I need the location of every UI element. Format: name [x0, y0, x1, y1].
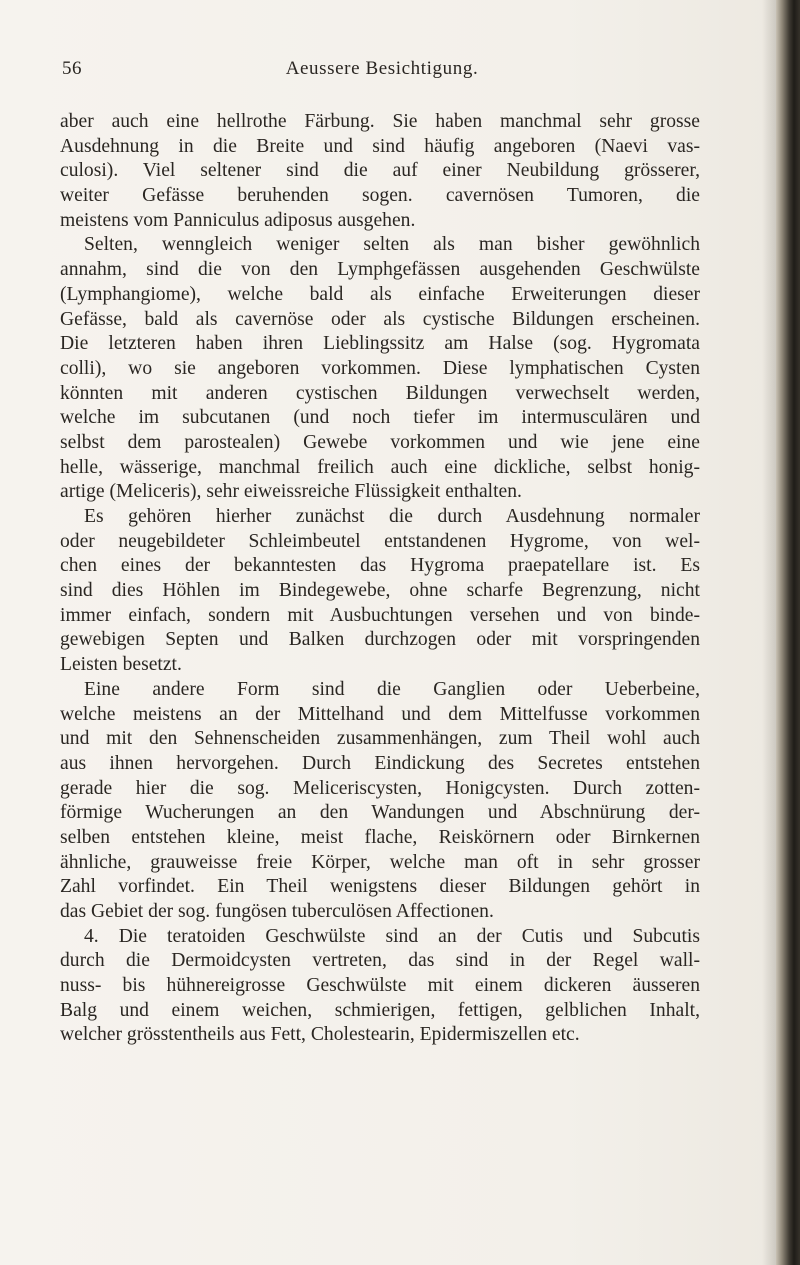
- text-line: Ausdehnung in die Breite und sind häufig angeboren (Naevi vas-: [60, 135, 700, 157]
- text-line: nuss- bis hühnereigrosse Geschwülste mit einem dickeren äusseren: [60, 975, 700, 997]
- page-number: 56: [62, 58, 82, 79]
- text-line: ähnliche, grauweisse freie Körper, welche man oft in sehr grosser: [60, 851, 700, 873]
- text-line: welche meistens an der Mittelhand und dem Mittelfusse vorkommen: [60, 703, 700, 725]
- text-line: förmige Wucherungen an den Wandungen und Abschnürung der-: [60, 802, 700, 824]
- text-line: könnten mit anderen cystischen Bildungen verwechselt werden,: [60, 382, 700, 404]
- gutter-shadow: [762, 0, 776, 1265]
- text-line: colli), wo sie angeboren vorkommen. Diese lymphatischen Cysten: [60, 357, 700, 379]
- text-line: gerade hier die sog. Meliceriscysten, Honigcysten. Durch zotten-: [60, 777, 700, 799]
- text-line: Es gehören hierher zunächst die durch Ausdehnung normaler: [84, 506, 700, 527]
- text-line: 4. Die teratoiden Geschwülste sind an der Cutis und Subcutis: [84, 925, 700, 947]
- text-line: helle, wässerige, manchmal freilich auch eine dickliche, selbst honig-: [60, 456, 700, 478]
- text-line: chen eines der bekanntesten das Hygroma praepatellare ist. Es: [60, 555, 700, 577]
- text-line: selbst dem parostealen) Gewebe vorkommen und wie jene eine: [60, 431, 700, 453]
- text-line: weiter Gefässe beruhenden sogen. cavernösen Tumoren, die: [60, 185, 700, 207]
- text-line: aus ihnen hervorgehen. Durch Eindickung des Secretes entstehen: [60, 752, 700, 774]
- text-line: Selten, wenngleich weniger selten als man bisher gewöhnlich: [84, 234, 700, 256]
- body-text: [60, 110, 700, 1048]
- text-line: Eine andere Form sind die Ganglien oder Ueberbeine,: [84, 678, 700, 700]
- text-line: aber auch eine hellrothe Färbung. Sie haben manchmal sehr grosse: [60, 111, 700, 132]
- text-line: Zahl vorfindet. Ein Theil wenigstens dieser Bildungen gehört in: [60, 876, 700, 898]
- text-line: das Gebiet der sog. fungösen tuberculösen Affectionen.: [60, 901, 494, 922]
- text-line: selben entstehen kleine, meist flache, Reiskörnern oder Birnkernen: [60, 826, 700, 848]
- text-line: durch die Dermoidcysten vertreten, das sind in der Regel wall-: [60, 950, 700, 972]
- text-line: welcher grösstentheils aus Fett, Cholestearin, Epidermiszellen etc.: [60, 1024, 580, 1046]
- text-line: Balg und einem weichen, schmierigen, fettigen, gelblichen Inhalt,: [60, 999, 700, 1021]
- text-line: artige (Meliceris), sehr eiweissreiche Flüssigkeit enthalten.: [60, 481, 522, 503]
- text-line: culosi). Viel seltener sind die auf einer Neubildung grösserer,: [60, 160, 700, 182]
- text-line: Leisten besetzt.: [60, 654, 182, 676]
- text-line: meistens vom Panniculus adiposus ausgehen.: [60, 209, 416, 231]
- running-title: Aeussere Besichtigung.: [285, 58, 479, 79]
- text-line: (Lymphangiome), welche bald als einfache Erweiterungen dieser: [60, 283, 700, 305]
- book-spine-edge: [776, 0, 800, 1265]
- text-line: oder neugebildeter Schleimbeutel entstandenen Hygrome, von wel-: [60, 530, 700, 552]
- text-line: annahm, sind die von den Lymphgefässen ausgehenden Geschwülste: [60, 259, 700, 281]
- text-line: Gefässe, bald als cavernöse oder als cystische Bildungen erscheinen.: [60, 308, 700, 330]
- text-line: und mit den Sehnenscheiden zusammenhängen, zum Theil wohl auch: [60, 728, 700, 750]
- text-line: welche im subcutanen (und noch tiefer im intermusculären und: [60, 407, 700, 429]
- text-line: immer einfach, sondern mit Ausbuchtungen versehen und von binde-: [60, 604, 700, 626]
- text-line: gewebigen Septen und Balken durchzogen oder mit vorspringenden: [60, 629, 700, 651]
- text-line: Die letzteren haben ihren Lieblingssitz am Halse (sog. Hygromata: [60, 333, 700, 355]
- text-line: sind dies Höhlen im Bindegewebe, ohne scharfe Begrenzung, nicht: [60, 580, 700, 602]
- page-header: [62, 58, 702, 88]
